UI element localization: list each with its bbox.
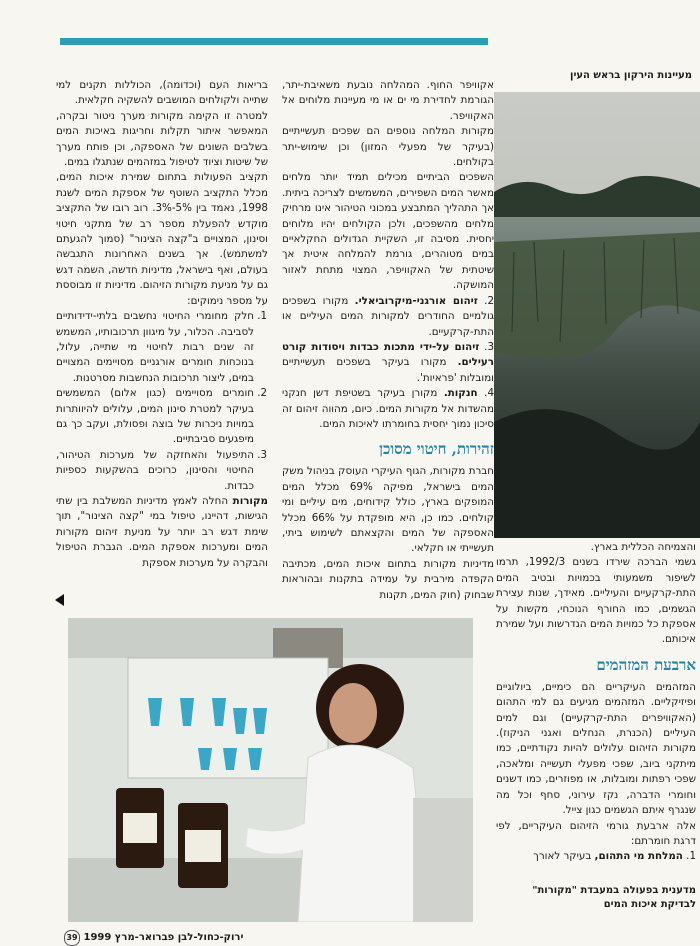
paragraph-text: החלה לאמץ מדיניות המשלבת בין שתי הגישות, דהיינו, טיפול במי "קצה הצינור", תוך שימת דגש רב יותר על מניעת זיהום מקורות המים ומערכות אספקת המים. הגברת הטיפול והבקרה על מערכות אספקת (56, 494, 268, 569)
paragraph: גשמי הברכה שירדו בשנים 1992/3, תרמו לשיפור משמעותי בכמויות ובטיב המים התת-קרקעיים והעיליים. מאידך, שנות עצירת הגשמים, כמו החורף הנוכחי, מקשות על אספקת כל כמויות המים הנדרשות ועל שמירת איכותם. (496, 556, 696, 646)
paragraph: אקוויפר החוף. המהלחה נובעת משאיבת-יתר, הגורמת לחדירת מי ים או מי מעיינות מלוחים אל האקוויפר. (282, 79, 494, 122)
list-item: 3. התיפעול והאחזקה של מערכות הטיהור, החיטוי והסינון, כרוכים בהשקעות כספיות כבדות. (56, 448, 254, 494)
paragraph: המזהמים העיקריים הם כימיים, ביולוגיים ופיזיקליים. המזהמים מגיעים גם למי התהום (האקוויפרים התת-קרקעיים) וגם למים העיליים (הכנרת, הנחלים ואגני הניקוז). מקורות הזיהום עלולים להיות נקודתיים, כמו מיתקני ביוב, שפכי מפעלי תעשייה ומלאכה, שפכי רפתות ומובלות, או מפוזרים, כמו דשנים וחומרי הדברה, נקז עירוני, סחף וכל מה שנגרף איתם הגשמים כגון צייל. (496, 680, 696, 817)
lab-photo (68, 618, 473, 922)
list-number: 1. (686, 850, 696, 863)
list-text: מקורן בעיקר בשטיפת דשן חנקני מהשדות אל מקורות המים. כיום, מהווה זיהום זה סיכון נמוך יחסית בחומרתו לאיכות המים. (282, 387, 494, 430)
paragraph: בריאות העם (וכדומה), הכוללות תקנים למי שתייה ולקולחים המושבים להשקיה חקלאית. (56, 79, 268, 107)
list-text: מקורו בשפכים גולמיים החודרים למקורות המים העיליים או התת-קרקעיים. (282, 294, 494, 338)
paragraph: השפכים הביתיים מכילים תמיד יותר מלחים מאשר המים השפירים, המשמשים לצריכה ביתית. אך התהליך המתבצע במכוני הטיהור אינו מרחיק מלחים מהשפכים, ולכן הקולחים יהיו מלוחים יחסית. מסיבה זו, השקיית הגדולים החקלאיים במים מטוהרים, גורמת להמלחה איטית אך שיטתית של האקוויפר, המצוי מתחת לאזור המושקה. (282, 171, 494, 292)
bold-term: חנקות. (443, 387, 478, 400)
list-number: 2. (484, 294, 495, 307)
pollutants-list (282, 294, 494, 433)
page-number: 39 (64, 930, 80, 946)
paragraph (56, 494, 268, 571)
text-column-left (56, 78, 268, 571)
section-heading: ארבעת המזהמים (596, 655, 696, 674)
bold-term: מקורות (232, 494, 268, 507)
bold-term: זיהום על-ידי מתכות כבדות ויסודות קורט רעילים. (282, 340, 494, 369)
paragraph: חברת מקורות, הגוף העיקרי העוסק בניהול משק המים בישראל, מפיקה 69% מכלל המים המופקים בארץ, כולל קידוחים, מים עיליים ומי קולחים. כמו כן, היא מופקדת על 66% מכלל האספקה של המים והקצאתם לשימוש ביתי, תעשייתי או חקלאי. (282, 465, 495, 555)
list-item (282, 294, 494, 340)
landscape-photo (494, 92, 700, 538)
paragraph: תקציב הפעולות בתחום שמירת איכות המים, מכלל התקציב השוטף של אספקת המים לשנת 1998, נאמד בין 5%-3%. רוב רובו של התקציב מוקדש להפעלת מספר רב של מתקני חיטוי וסינון, המצויים ב"קצה הצינור" (סמוך להגעתם למשתמש). אך בשנים האחרונות התגבשה בעולם, ואף בישראל, מדיניות חדשה, השמה דגש גם על מניעת מקורות הזיהום. מדיניות זו מבוססת על מספר נימוקים: (56, 171, 268, 307)
section-heading: זהירות, חיטוי מסוכן (379, 440, 494, 459)
continue-arrow-icon (55, 594, 64, 606)
bold-term: זיהום אורגני-מיקרוביאלי. (354, 294, 478, 307)
list-text: מקורו בעיקר בשפכים תעשייתיים ומובלות 'פראיות'. (282, 356, 494, 384)
bold-term: המלחת מי התהום, (594, 850, 683, 863)
paragraph: והצמיחה הכללית בארץ. (590, 541, 696, 553)
footer-text: ירוק-כחול-לבן פברואר-מרץ 1999 (83, 932, 244, 943)
paragraph: מקורות המלחה נוספים הם שפכים תעשייתיים (בעיקר של מפעלי המזון) וכן שימוש-יתר בקולחים. (282, 125, 494, 169)
paragraph: אלה ארבעת גורמי הזיהום העיקריים, לפי דרגת חומרתם: (496, 819, 696, 847)
reasons-list (56, 309, 268, 494)
list-item (282, 340, 494, 386)
paragraph: מדיניות מקורות בתחום איכות המים, מכתיבה הקפדה מירבית על עמידה בתקנות ובהוראות שבחוק (חוק המים, תקנות (282, 557, 494, 601)
list-text: בעיקר לאורך (533, 850, 595, 863)
list-number: 4. (484, 387, 494, 400)
text-column-middle (282, 78, 494, 603)
text-column-right (496, 540, 696, 865)
page-footer (60, 930, 243, 946)
list-item (496, 849, 696, 864)
landscape-photo-caption: מעיינות הירקון בראש העין (570, 70, 692, 81)
top-accent-bar (60, 38, 488, 45)
list-number: 3. (484, 340, 494, 353)
list-item: 1. חלק מחומרי החיטוי נחשבים בלתי-ידידותיים לסביבה. הכלור, על מיגוון תרכובותיו, המשמש זה שנים רבות לחיטוי מי שתייה, עלול, בנוכחות חומרים אורגניים מסויימים המצויים במים, ליצור תרכובות הנחשבות מסרטנות. (56, 309, 254, 386)
paragraph: למטרה זו הקימה מקורות מערך ניטור ובקרה, המאפשר איתור תקלות וחריגות באיכות המים בשלבים השונים של האספקה, וכן פותח מערך של שיטות וציוד לטיפול במזהמים שנתגלו במים. (56, 109, 268, 169)
list-item: 2. חומרים מסויימים (כגון אלום) המשמשים בעיקר למטרת סינון המים, עלולים להיוותרות במויות ניכרות של בוצה ופסולת, ועקב כך גם מיפגעים סביבתיים. (56, 386, 254, 448)
list-item (282, 386, 494, 432)
lab-photo-caption: מדענית בפעולה במעבדת "מקורות" לבדיקת איכות המים (532, 885, 696, 910)
